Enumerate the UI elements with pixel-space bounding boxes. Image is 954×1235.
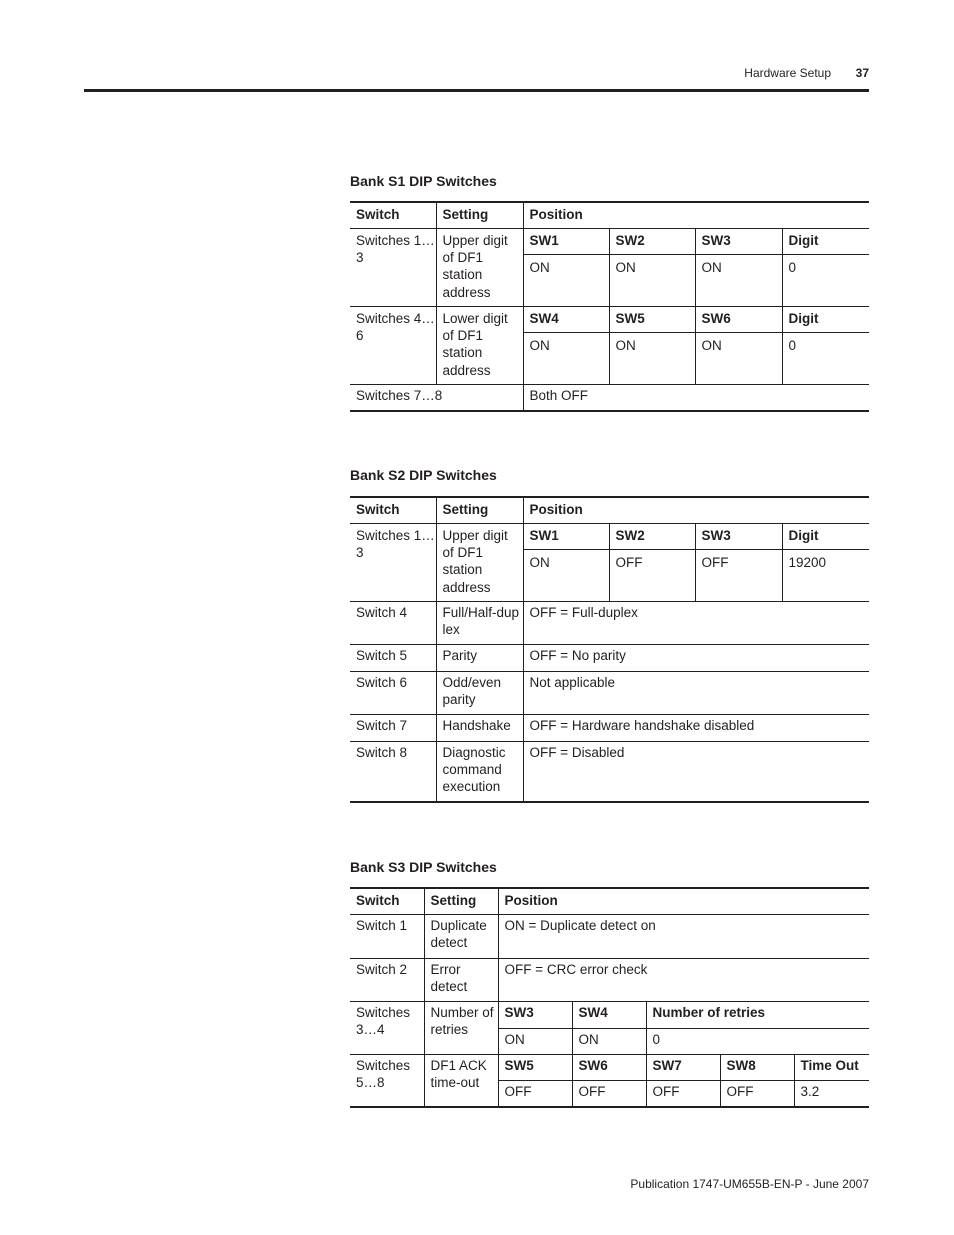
value-cell: ON	[695, 254, 782, 306]
table-row	[350, 523, 869, 549]
sub-header-cell: Time Out	[800, 1057, 859, 1073]
table-row	[350, 1054, 869, 1080]
position-cell: Both OFF	[529, 387, 589, 403]
switch-cell: Switches 4…6	[350, 306, 436, 384]
value-cell: 0	[788, 259, 797, 275]
sub-header-cell: SW3	[498, 1001, 572, 1028]
value-cell: OFF	[572, 1080, 646, 1107]
sub-header-cell: SW1	[523, 523, 609, 549]
switch-cell: Switch 1	[350, 914, 424, 958]
sub-header-cell: SW1	[523, 228, 609, 254]
col-header-switch: Switch	[350, 497, 436, 523]
value-cell: 0	[788, 337, 797, 353]
sub-header-cell: SW4	[572, 1001, 646, 1028]
table-row	[350, 914, 869, 958]
setting-cell: DF1 ACK time-out	[424, 1054, 498, 1107]
table-header-row	[350, 497, 869, 523]
value-cell: OFF	[609, 549, 695, 601]
value-cell: 0	[652, 1031, 661, 1047]
switch-cell: Switch 2	[350, 958, 424, 1001]
switch-cell: Switches 1…3	[350, 523, 436, 601]
setting-cell: Error detect	[424, 958, 498, 1001]
value-cell: ON	[695, 332, 782, 384]
setting-cell: Upper digit of DF1 station address	[436, 228, 523, 306]
publication-footer: Publication 1747-UM655B-EN-P - June 2007	[630, 1177, 869, 1191]
setting-cell: Upper digit of DF1 station address	[436, 523, 523, 601]
sub-header-cell: SW3	[695, 523, 782, 549]
sub-header-cell: SW8	[720, 1054, 794, 1080]
table-row	[350, 601, 869, 644]
col-header-position: Position	[529, 502, 583, 517]
setting-cell: Lower digit of DF1 station address	[436, 306, 523, 384]
value-cell: ON	[609, 332, 695, 384]
sub-header-cell: SW2	[609, 523, 695, 549]
table-row	[350, 306, 869, 332]
position-cell: OFF = CRC error check	[504, 961, 648, 977]
position-cell: OFF = No parity	[529, 647, 626, 663]
sub-header-cell: Number of retries	[652, 1004, 766, 1020]
setting-cell: Number of retries	[424, 1001, 498, 1054]
value-cell: 3.2	[800, 1083, 820, 1099]
setting-cell: Handshake	[436, 714, 523, 741]
value-cell: ON	[523, 332, 609, 384]
col-header-switch: Switch	[350, 202, 436, 228]
switch-cell: Switch 4	[350, 601, 436, 644]
s2-caption: Bank S2 DIP Switches	[350, 467, 497, 483]
col-header-position: Position	[504, 893, 558, 908]
value-cell: OFF	[720, 1080, 794, 1107]
switch-cell: Switches 5…8	[350, 1054, 424, 1107]
value-cell: OFF	[695, 549, 782, 601]
setting-cell: Full/Half-dup lex	[436, 601, 523, 644]
setting-cell: Parity	[436, 644, 523, 671]
value-cell: 19200	[788, 554, 827, 570]
table-row	[350, 1001, 869, 1028]
position-cell: OFF = Full-duplex	[529, 604, 638, 620]
setting-cell: Duplicate detect	[424, 914, 498, 958]
sub-header-cell: Digit	[788, 232, 819, 248]
value-cell: ON	[609, 254, 695, 306]
running-header-section: Hardware Setup	[744, 66, 831, 80]
s3-caption: Bank S3 DIP Switches	[350, 859, 497, 875]
col-header-setting: Setting	[436, 497, 523, 523]
col-header-setting: Setting	[436, 202, 523, 228]
col-header-position: Position	[529, 207, 583, 222]
table-row	[350, 644, 869, 671]
position-cell: OFF = Hardware handshake disabled	[529, 717, 755, 733]
position-cell: ON = Duplicate detect on	[504, 917, 656, 933]
sub-header-cell: Digit	[788, 527, 819, 543]
sub-header-cell: SW2	[609, 228, 695, 254]
s2-table	[350, 496, 869, 803]
value-cell: OFF	[646, 1080, 720, 1107]
table-row	[350, 228, 869, 254]
value-cell: OFF	[498, 1080, 572, 1107]
switch-cell: Switches 3…4	[350, 1001, 424, 1054]
value-cell: ON	[498, 1028, 572, 1054]
switch-cell: Switches 7…8	[350, 384, 523, 411]
sub-header-cell: SW6	[572, 1054, 646, 1080]
sub-header-cell: SW5	[498, 1054, 572, 1080]
table-row	[350, 671, 869, 714]
sub-header-cell: Digit	[788, 310, 819, 326]
s3-table	[350, 887, 869, 1108]
sub-header-cell: SW5	[609, 306, 695, 332]
table-row	[350, 384, 869, 411]
sub-header-cell: SW6	[695, 306, 782, 332]
switch-cell: Switch 8	[350, 741, 436, 802]
header-rule	[84, 89, 869, 92]
table-header-row	[350, 888, 869, 914]
col-header-setting: Setting	[424, 888, 498, 914]
table-row	[350, 741, 869, 802]
position-cell: OFF = Disabled	[529, 744, 625, 760]
page-number: 37	[855, 66, 869, 80]
switch-cell: Switch 6	[350, 671, 436, 714]
value-cell: ON	[523, 254, 609, 306]
position-cell: Not applicable	[529, 674, 616, 690]
table-row	[350, 714, 869, 741]
sub-header-cell: SW7	[646, 1054, 720, 1080]
value-cell: ON	[572, 1028, 646, 1054]
setting-cell: Odd/even parity	[436, 671, 523, 714]
switch-cell: Switch 7	[350, 714, 436, 741]
s1-table	[350, 201, 869, 412]
table-header-row	[350, 202, 869, 228]
s1-caption: Bank S1 DIP Switches	[350, 173, 497, 189]
sub-header-cell: SW3	[695, 228, 782, 254]
setting-cell: Diagnostic command execution	[436, 741, 523, 802]
col-header-switch: Switch	[350, 888, 424, 914]
switch-cell: Switch 5	[350, 644, 436, 671]
value-cell: ON	[523, 549, 609, 601]
switch-cell: Switches 1…3	[350, 228, 436, 306]
table-row	[350, 958, 869, 1001]
sub-header-cell: SW4	[523, 306, 609, 332]
